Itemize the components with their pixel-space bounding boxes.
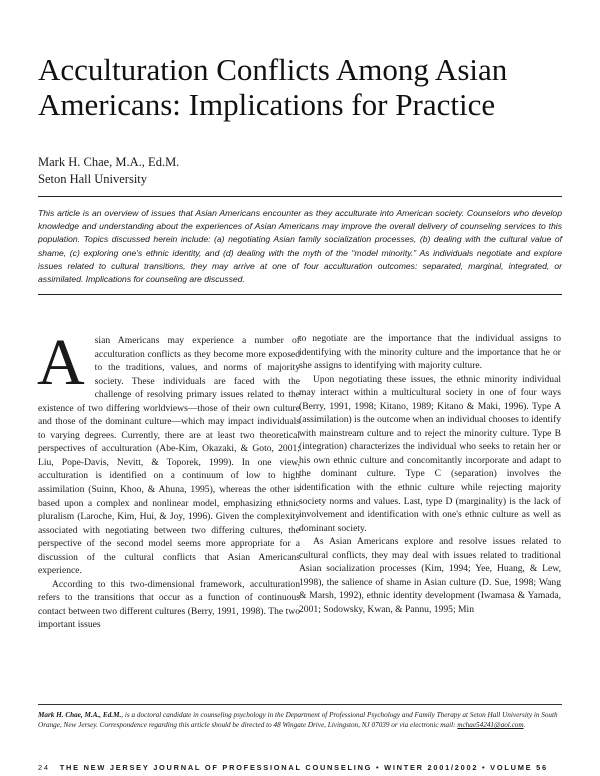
drop-cap: A xyxy=(37,326,85,399)
author-name: Mark H. Chae, M.A., Ed.M. xyxy=(38,155,180,169)
author-block xyxy=(38,154,179,188)
body-paragraph: As Asian Americans explore and resolve issues related to cultural conflicts, they may deal with issues related to traditional Asian socialization processes (Kim, 1994; Yee, Huang, & Lew, 1998), the salience of shame in Asian culture (D. Sue, 1998; Wang & Marsh, 1992), ethnic identity development (Iwamasa & Yamada, 2001; Sodowsky, Kwan, & Pannu, 1995; Min xyxy=(299,536,561,615)
body-paragraph: Upon negotiating these issues, the ethnic minority individual may interact within a multicultural society in one of four ways (Berry, 1991, 1998; Kitano, 1989; Kitano & Maki, 1996). Type A (assimilation) is the outcome when an individual chooses to identify with mainstream culture and to reject the minority culture. Type B (integration) characterizes the individual who seeks to retain her or his own ethnic culture and concomitantly incorporate and adapt to the dominant culture. Type C (separation) involves the identification with the ethnic culture while rejecting majority society norms and values. Last, type D (marginality) is the lack of involvement and identification with one's ethnic culture as well as dominant society. xyxy=(299,373,561,534)
body-column-right xyxy=(299,332,561,616)
footnote-email-link[interactable]: mchae54241@aol.com xyxy=(457,721,524,730)
body-paragraph: According to this two-dimensional framework, acculturation refers to the transitions that occur as a function of continuous contact between two different cultures (Berry, 1991, 1998). The two important issues xyxy=(38,578,300,631)
running-footer xyxy=(38,763,562,772)
journal-footer-title: THE NEW JERSEY JOURNAL OF PROFESSIONAL COUNSELING • WINTER 2001/2002 • VOLUME 56 xyxy=(59,763,548,772)
abstract-box xyxy=(38,196,562,295)
footnote-divider xyxy=(38,704,562,705)
footnote-end: . xyxy=(523,721,526,730)
title-line-1: Acculturation Conflicts Among Asian xyxy=(38,52,508,87)
footnote-author-name: Mark H. Chae, M.A., Ed.M. xyxy=(38,711,122,719)
author-affiliation: Seton Hall University xyxy=(38,172,148,186)
abstract-text: This article is an overview of issues that Asian Americans encounter as they acculturate into American society. Counselors who develop knowledge and understanding about the experiences of Asian Americans may improve the overall delivery of counseling services to this population. Topics discussed herein include: (a) negotiating Asian family socialization processes, (b) dealing with the cultural value of shame, (c) exploring one's ethnic identity, and (d) dealing with the myth of the “model minority.” As individuals negotiate and explore issues related to cultural transitions, they may arrive at one of four acculturation outcomes: separated, marginal, integrated, or assimilated. Implications for counseling are discussed. xyxy=(38,208,562,285)
page-number: 24 xyxy=(38,763,50,772)
body-paragraph-text: sian Americans may experience a number of acculturation conflicts as they become more exposed to the traditions, values, and norms of majority society. These individuals are faced with the challenge of resolving primary issues related to the existence of two differing worldviews—those of their own culture and those of the dominant culture—which may impact individuals to varying degrees. Currently, there are at least two theoretical perspectives of acculturation (Abe-Kim, Okazaki, & Goto, 2001; Liu, Pope-Davis, Nevitt, & Toporek, 1999). In one view, acculturation is identified on a continuum of low to high assimilation (Suinn, Khoo, & Ahuna, 1995), whereas the other is based upon a complex and nonlinear model, emphasizing ethnic pluralism (Laroche, Kim, Hui, & Joy, 1996). Given the complexity associated with negotiating between two differing cultures, the perspective of the second model seems more appropriate for a discussion of the cultural conflicts that Asian Americans experience. xyxy=(38,335,300,577)
footnote-text: , is a doctoral candidate in counseling psychology in the Department of Professional Psychology and Family Therapy at Seton Hall University in South Orange, New Jersey. Correspondence regarding this article should be directed to 48 Wingate Drive, Livingston, NJ 07039 or via electronic mail: xyxy=(38,711,558,730)
body-paragraph xyxy=(37,326,300,578)
body-column-left xyxy=(37,326,300,632)
title-line-2: Americans: Implications for Practice xyxy=(38,87,496,122)
author-footnote xyxy=(38,710,562,731)
article-title xyxy=(38,52,568,122)
body-paragraph: to negotiate are the importance that the individual assigns to identifying with the minority culture and the importance that he or she assigns to identifying with majority culture. xyxy=(299,333,561,372)
